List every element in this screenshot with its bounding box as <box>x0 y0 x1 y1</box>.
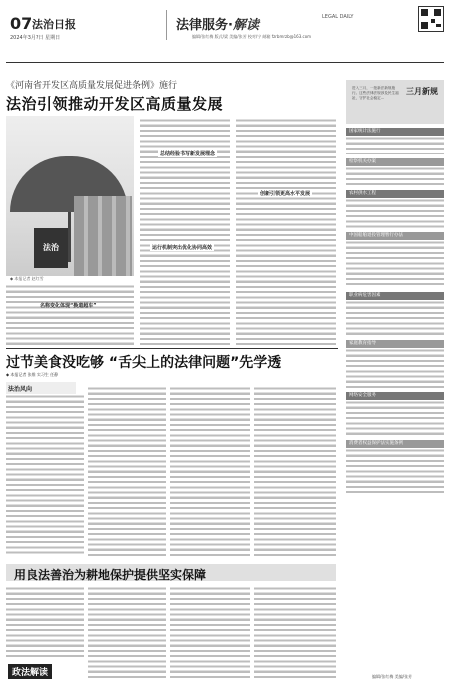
sidebar-item-text <box>346 198 444 228</box>
sidebar-item: 职业病危害因素 <box>346 292 444 300</box>
section-title <box>176 14 259 33</box>
legal-daily-label: LEGAL DAILY <box>322 14 354 20</box>
third-column-4 <box>254 586 336 678</box>
lead-story-head <box>6 78 336 114</box>
lead-column-1 <box>6 284 134 346</box>
second-column-4 <box>254 386 336 556</box>
issue-date: 2024年3月?日 星期日 <box>10 35 61 41</box>
page-number: 07 <box>10 14 33 33</box>
lead-illustration <box>6 116 134 276</box>
lead-subhead-1: 总结经验书写新发展理念 <box>160 151 216 157</box>
third-headline: 用良法善治为耕地保护提供坚实保障 <box>14 568 207 582</box>
sidebar-item: 网络安全服务 <box>346 392 444 400</box>
sidebar <box>346 80 444 494</box>
third-column-3 <box>170 586 250 678</box>
sidebar-item-text <box>346 400 444 436</box>
second-column-3 <box>170 386 250 556</box>
sidebar-item: 家庭教育指导 <box>346 340 444 348</box>
editor-line: 编辑/张红梅 版式/梁 美编/张芳 校对/宁 邮箱 fzrbmrzb@163.com <box>192 34 312 39</box>
lead-subhead-3: 运行机制突出优化协同高效 <box>152 245 213 251</box>
lead-kicker: 《河南省开发区高质量发展促进条例》施行 <box>6 81 178 91</box>
law-book: 法治 <box>34 228 68 268</box>
sidebar-item-text <box>346 448 444 494</box>
masthead <box>6 4 444 62</box>
new-rules-intro: 进入三月，一批新法新规施行。这些法律法规涉及民生福祉，守护社会稳定… <box>352 86 399 100</box>
lead-subhead-4: 创新引领更高水平发展 <box>260 191 311 197</box>
sidebar-item: 中国船舶退役管理暂行办法 <box>346 232 444 240</box>
new-rules-box <box>346 80 444 124</box>
footer-credit: 编辑/张红梅 美编/张芳 <box>372 674 412 679</box>
section-name: 法律服务· <box>176 18 233 33</box>
section-kicker: 解读 <box>232 18 259 33</box>
masthead-divider <box>166 10 167 40</box>
second-headline: 过节美食没吃够 “舌尖上的法律问题”先学透 <box>6 355 282 371</box>
sidebar-item-text <box>346 300 444 336</box>
sidebar-item-text <box>346 166 444 186</box>
second-story-head <box>6 352 444 372</box>
section-rule <box>6 348 338 349</box>
sidebar-item: 检察机关办案 <box>346 158 444 166</box>
third-column-2 <box>88 586 166 678</box>
sidebar-item-text <box>346 240 444 288</box>
sidebar-item: 国家统计法施行 <box>346 128 444 136</box>
second-column-2 <box>88 386 166 556</box>
new-rules-title: 三月新规 <box>406 87 438 96</box>
lead-headline: 法治引领推动开发区高质量发展 <box>6 95 224 113</box>
third-story-head <box>6 564 336 581</box>
lead-column-3 <box>236 118 336 346</box>
footer-logo: 政法解读 <box>8 664 52 679</box>
third-column-1 <box>6 586 84 660</box>
sidebar-item-text <box>346 136 444 154</box>
qr-code-icon <box>418 6 444 32</box>
photo-caption: ◆ 本报记者 赵红雪 <box>10 276 44 281</box>
paper-name: 法治日报 <box>32 18 76 31</box>
city-buildings <box>74 196 132 276</box>
masthead-rule <box>6 62 444 63</box>
column-tag: 法治风向 <box>6 382 76 395</box>
sidebar-item: 消费者权益保护法实施条例 <box>346 440 444 448</box>
second-byline: ◆ 本报记者 张维 实习生 任静 <box>6 372 59 377</box>
lead-subhead-2: 名称变化体现“换道超车” <box>40 303 97 309</box>
umbrella-handle <box>68 212 71 262</box>
sidebar-item: 农村供水工程 <box>346 190 444 198</box>
second-column-1 <box>6 394 84 556</box>
